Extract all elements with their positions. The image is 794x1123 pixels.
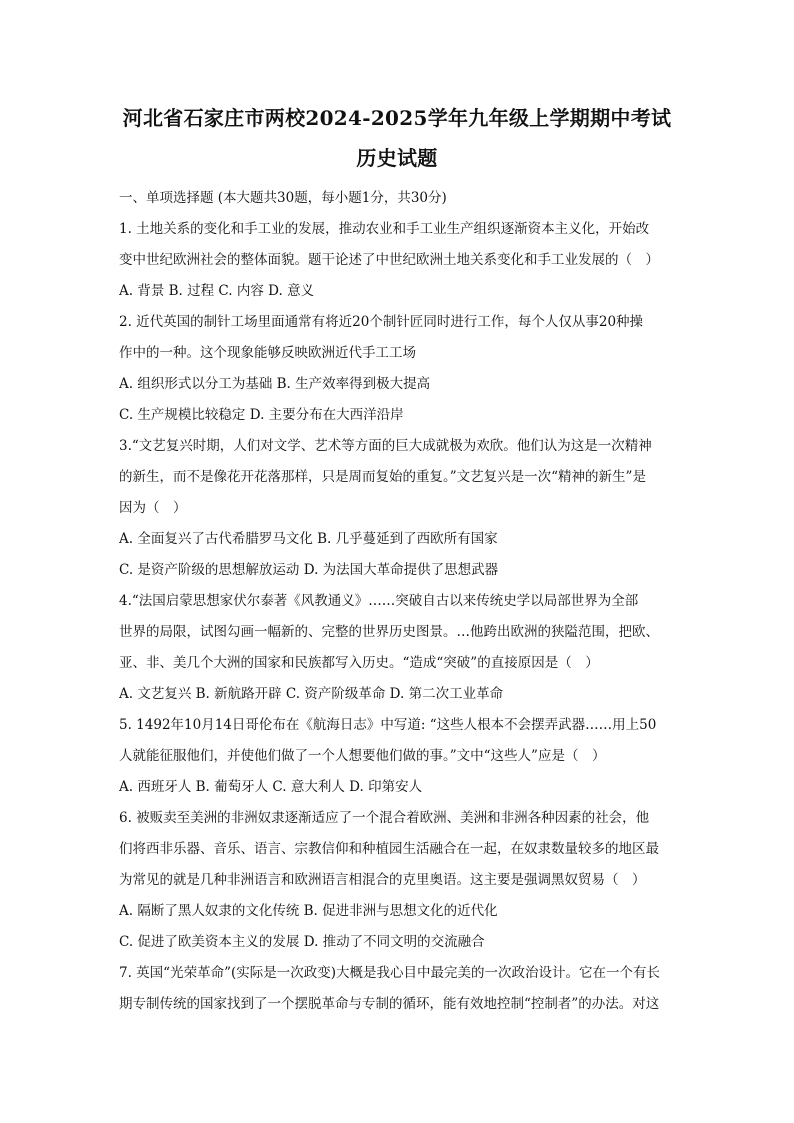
question-3-text: 3.“文艺复兴时期，人们对文学、艺术等方面的巨大成就极为欢欣。他们认为这是一次精神 [119, 438, 652, 454]
question-6-text: 为常见的就是几种非洲语言和欧洲语言相混合的克里奥语。这主要是强调黑奴贸易（ ） [119, 872, 646, 888]
question-5-options: A. 西班牙人 B. 葡萄牙人 C. 意大利人 D. 印第安人 [119, 779, 423, 795]
question-3-options: C. 是资产阶级的思想解放运动 D. 为法国大革命提供了思想武器 [119, 562, 499, 578]
document-body [119, 183, 687, 1020]
question-6-options: C. 促进了欧美资本主义的发展 D. 推动了不同文明的交流融合 [119, 934, 485, 950]
section-heading: 一、单项选择题 (本大题共30题，每小题1分，共30分) [119, 190, 447, 206]
question-4-text: 4.“法国启蒙思想家伏尔泰著《风教通义》……突破自古以来传统史学以局部世界为全部 [119, 593, 639, 609]
question-1-text: 1. 土地关系的变化和手工业的发展，推动农业和手工业生产组织逐渐资本主义化，开始改 [119, 221, 650, 237]
question-5-text: 人就能征服他们，并使他们做了一个人想要他们做的事。”文中“这些人”应是（ ） [119, 748, 606, 764]
question-6-text: 6. 被贩卖至美洲的非洲奴隶逐渐适应了一个混合着欧洲、美洲和非洲各种因素的社会，他 [119, 810, 650, 826]
document-subtitle: 历史试题 [356, 146, 438, 170]
question-2-options: A. 组织形式以分工为基础 B. 生产效率得到极大提高 [119, 376, 431, 392]
question-2-text: 2. 近代英国的制针工场里面通常有将近20个制针匠同时进行工作，每个人仅从事20种操 [119, 314, 644, 330]
question-3-text: 的新生，而不是像花开花落那样，只是周而复始的重复。”文艺复兴是一次“精神的新生”是 [119, 469, 646, 485]
question-2-options: C. 生产规模比较稳定 D. 主要分布在大西洋沿岸 [119, 407, 404, 423]
question-6-text: 们将西非乐器、音乐、语言、宗教信仰和种植园生活融合在一起，在奴隶数量较多的地区最 [119, 841, 659, 857]
question-2-text: 作中的一种。这个现象能够反映欧洲近代手工工场 [119, 345, 416, 361]
document-title: 河北省石家庄市两校2024-2025学年九年级上学期期中考试 [122, 106, 672, 130]
question-5-text: 5. 1492年10月14日哥伦布在《航海日志》中写道: “这些人根本不会摆弄武器……用上50 [119, 717, 657, 733]
question-6-options: A. 隔断了黑人奴隶的文化传统 B. 促进非洲与思想文化的近代化 [119, 903, 498, 919]
question-7-text: 期专制传统的国家找到了一个摆脱革命与专制的循环，能有效地控制“控制者”的办法。对这 [119, 996, 660, 1012]
question-1-options: A. 背景 B. 过程 C. 内容 D. 意义 [119, 283, 315, 299]
question-1-text: 变中世纪欧洲社会的整体面貌。题干论述了中世纪欧洲土地关系变化和手工业发展的（ ） [119, 252, 659, 268]
question-7-text: 7. 英国“光荣革命”(实际是一次政变)大概是我心目中最完美的一次政治设计。它在一个有长 [119, 965, 661, 981]
question-4-options: A. 文艺复兴 B. 新航路开辟 C. 资产阶级革命 D. 第二次工业革命 [119, 686, 504, 702]
question-4-text: 世界的局限，试图勾画一幅新的、完整的世界历史图景。…他跨出欧洲的狭隘范围，把欧、 [119, 624, 659, 640]
question-4-text: 亚、非、美几个大洲的国家和民族都写入历史。“造成“突破”的直接原因是（ ） [119, 655, 599, 671]
question-3-options: A. 全面复兴了古代希腊罗马文化 B. 几乎蔓延到了西欧所有国家 [119, 531, 498, 547]
question-3-text: 因为（ ） [119, 500, 187, 516]
